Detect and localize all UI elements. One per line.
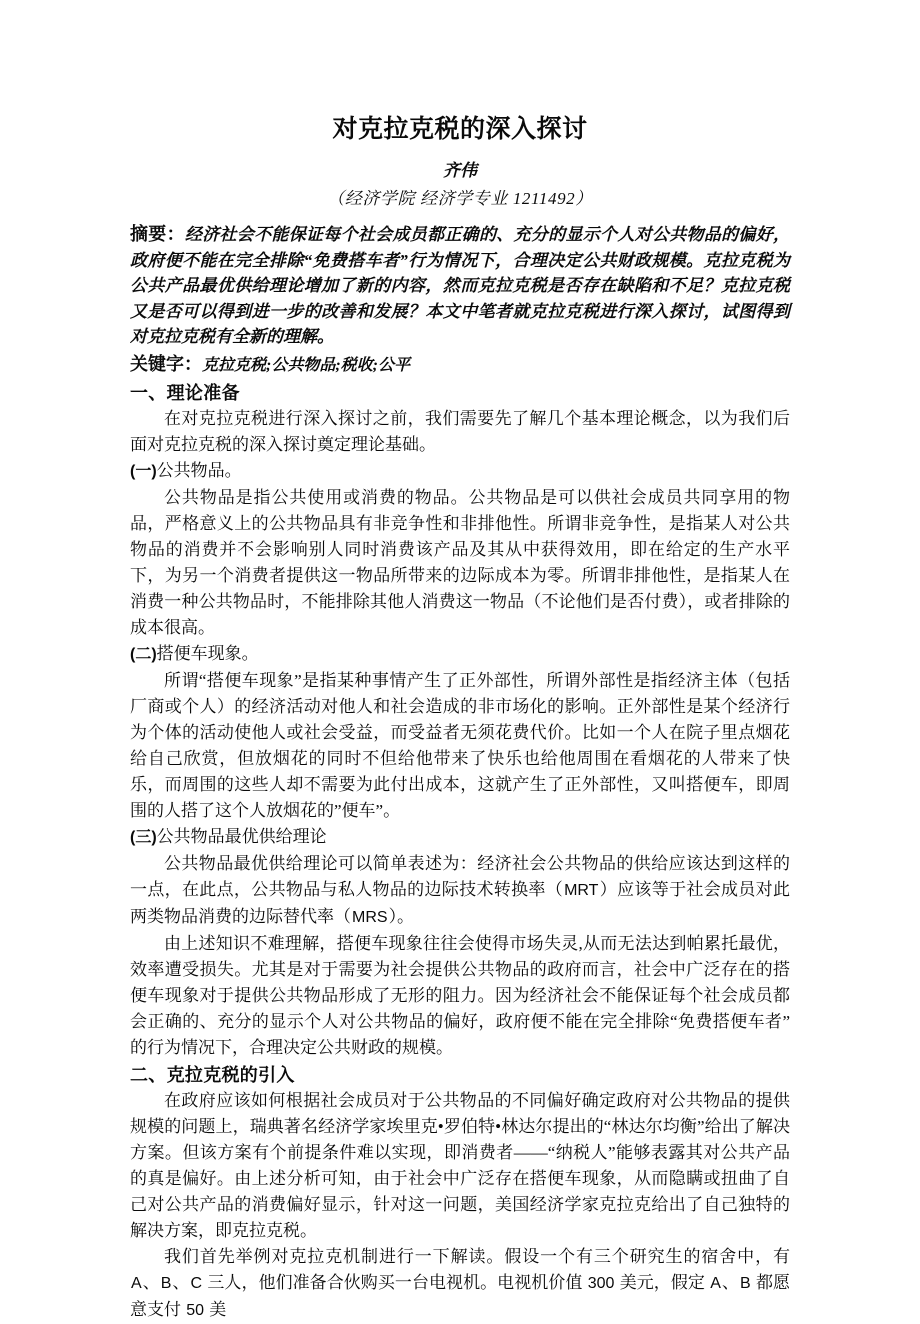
page-title: 对克拉克税的深入探讨 — [332, 115, 588, 143]
section-heading-2: 二、克拉克税的引入 — [130, 1064, 295, 1085]
inline-latin-term: B — [160, 1274, 172, 1292]
abstract-text: 经济社会不能保证每个社会成员都正确的、充分的显示个人对公共物品的偏好，政府便不能在完全排除“免费搭车者”行为情况下，合理决定公共财政规模。克拉克税为公共产品最优供给理论增加了新的内容，然而克拉克税是否存在缺陷和不足？克拉克税又是否可以得到进一步的改善和发展？本文中笔者就克拉克税进行深入探讨，试图得到对克拉克税有全新的理解。 — [130, 225, 791, 346]
subsection-1-2-paragraph: 所谓“搭便车现象”是指某种事情产生了正外部性，所谓外部性是指经济主体（包括厂商或个人）的经济活动对他人和社会造成的非市场化的影响。正外部性是某个经济行为个体的活动使他人或社会受益，而受益者无须花费代价。比如一个人在院子里点烟花给自己欣赏，但放烟花的同时不但给他带来了快乐也给他周围在看烟花的人带来了快乐，而周围的这些人却不需要为此付出成本，这就产生了正外部性，又叫搭便车，即周围的人搭了这个人放烟花的”便车”。 — [130, 670, 790, 820]
inline-latin-term: C — [190, 1274, 203, 1292]
inline-latin-term: MRT — [564, 881, 599, 899]
subsection-heading-1-3 — [130, 824, 790, 851]
inline-latin-term: 300 — [587, 1274, 615, 1292]
subsection-heading-1-2 — [130, 641, 790, 668]
subsection-title: 公共物品。 — [156, 460, 242, 480]
subsection-1-1-paragraph: 公共物品是指公共使用或消费的物品。公共物品是可以供社会成员共同享用的物品，严格意义上的公共物品具有非竞争性和非排他性。所谓非竞争性，是指某人对公共物品的消费并不会影响别人同时消费该产品及其从中获得效用，即在给定的生产水平下，为另一个消费者提供这一物品所带来的边际成本为零。所谓非排他性，是指某人在消费一种公共物品时，不能排除其他人消费这一物品（不论他们是否付费），或者排除的成本很高。 — [130, 487, 790, 637]
subsection-enum: (二) — [130, 645, 157, 663]
inline-latin-term: A — [710, 1274, 721, 1292]
subsection-heading-1-1 — [130, 458, 790, 485]
abstract-block — [130, 211, 790, 350]
subsection-enum: (三) — [130, 828, 157, 846]
section-1-intro: 在对克拉克税进行深入探讨之前，我们需要先了解几个基本理论概念，以为我们后面对克拉克税的深入探讨奠定理论基础。 — [130, 408, 790, 454]
subsection-enum: (一) — [130, 462, 157, 480]
keywords-block — [130, 350, 790, 379]
subsection-1-3-paragraph-1: 公共物品最优供给理论可以简单表述为：经济社会公共物品的供给应该达到这样的一点，在此点，公共物品与私人物品的边际技术转换率（MRT）应该等于社会成员对此两类物品消费的边际替代率（MRS）。 — [130, 853, 791, 926]
subsection-1-3-paragraph-2: 由上述知识不难理解，搭便车现象往往会使得市场失灵,从而无法达到帕累托最优，效率遭受损失。尤其是对于需要为社会提供公共物品的政府而言，社会中广泛存在的搭便车现象对于提供公共物品形成了无形的阻力。因为经济社会不能保证每个社会成员都会正确的、充分的显示个人对公共物品的偏好，政府便不能在完全排除“免费搭便车者”的行为情况下，合理决定公共财政的规模。 — [130, 933, 790, 1057]
keywords-text: 克拉克税;公共物品;税收;公平 — [202, 356, 410, 374]
subsection-title: 公共物品最优供给理论 — [156, 826, 327, 846]
section-2-paragraph-2: 我们首先举例对克拉克机制进行一下解读。假设一个有三个研究生的宿舍中，有 A、B、C 三人，他们准备合伙购买一台电视机。电视机价值 300 美元，假定 A、B 都愿意支付 50 美 — [130, 1246, 791, 1319]
abstract-label: 摘要： — [130, 224, 185, 244]
author-affiliation: （经济学院 经济学专业 1211492） — [327, 189, 593, 208]
inline-latin-term: 50 — [186, 1301, 205, 1319]
section-heading-1: 一、理论准备 — [130, 382, 240, 403]
inline-latin-term: B — [740, 1274, 751, 1292]
keywords-label: 关键字： — [130, 353, 202, 374]
inline-latin-term: MRS — [352, 908, 388, 926]
section-2-paragraph-1: 在政府应该如何根据社会成员对于公共物品的不同偏好确定政府对公共物品的提供规模的问题上，瑞典著名经济学家埃里克•罗伯特•林达尔提出的“林达尔均衡”给出了解决方案。但该方案有个前提条件难以实现，即消费者——“纳税人”能够表露其对公共产品的真是偏好。由上述分析可知，由于社会中广泛存在搭便车现象，从而隐瞒或扭曲了自己对公共产品的消费偏好显示，针对这一问题，美国经济学家克拉克给出了自己独特的解决方案，即克拉克税。 — [130, 1090, 790, 1240]
inline-latin-term: A — [131, 1274, 142, 1292]
subsection-title: 搭便车现象。 — [156, 643, 259, 663]
author-name: 齐伟 — [443, 161, 477, 180]
